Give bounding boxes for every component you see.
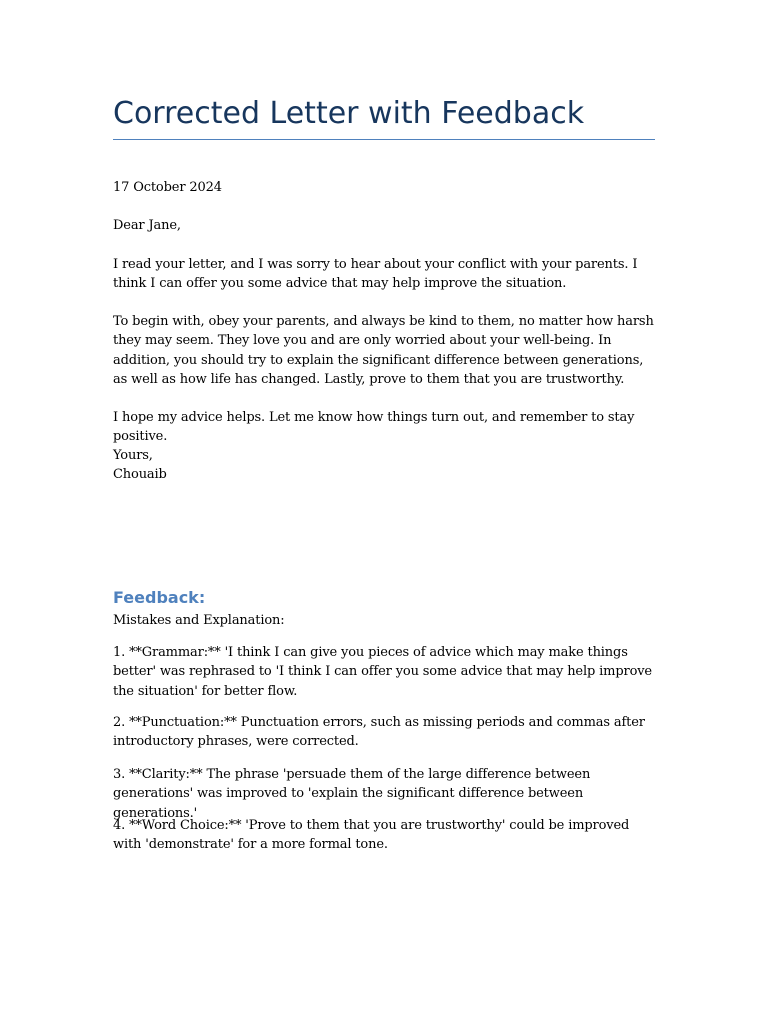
feedback-item-word-choice: 4. **Word Choice:** 'Prove to them that you are trustworthy' could be improved with 'demonstrate' for a more formal tone. — [113, 818, 630, 853]
letter-paragraph-3: I hope my advice helps. Let me know how things turn out, and remember to stay positive. — [113, 410, 635, 445]
document-title: Corrected Letter with Feedback — [113, 96, 585, 131]
feedback-item-punctuation: 2. **Punctuation:** Punctuation errors, such as missing periods and commas after introductory phrases, were corrected. — [113, 715, 645, 750]
letter-closing: Yours, — [113, 448, 153, 463]
feedback-item-clarity: 3. **Clarity:** The phrase 'persuade them of the large difference between generations' was improved to 'explain the significant difference between generations.' — [113, 767, 591, 821]
letter-greeting: Dear Jane, — [113, 218, 181, 233]
letter-date: 17 October 2024 — [113, 180, 222, 195]
feedback-item-grammar: 1. **Grammar:** 'I think I can give you pieces of advice which may make things better' was rephrased to 'I think I can offer you some advice that may help improve the situation' for better flow. — [113, 645, 652, 699]
letter-paragraph-2: To begin with, obey your parents, and always be kind to them, no matter how harsh they may seem. They love you and are only worried about your well-being. In addition, you should try to explain the significant difference between generations, as well as how life has changed. Lastly, prove to them that you are trustworthy. — [113, 314, 654, 387]
title-underline — [113, 139, 655, 140]
letter-signature: Chouaib — [113, 467, 167, 483]
letter-signoff — [113, 446, 658, 485]
letter-paragraph-1: I read your letter, and I was sorry to hear about your conflict with your parents. I think I can offer you some advice that may help improve the situation. — [113, 257, 638, 292]
feedback-heading: Feedback: — [113, 588, 206, 607]
feedback-intro: Mistakes and Explanation: — [113, 613, 285, 628]
